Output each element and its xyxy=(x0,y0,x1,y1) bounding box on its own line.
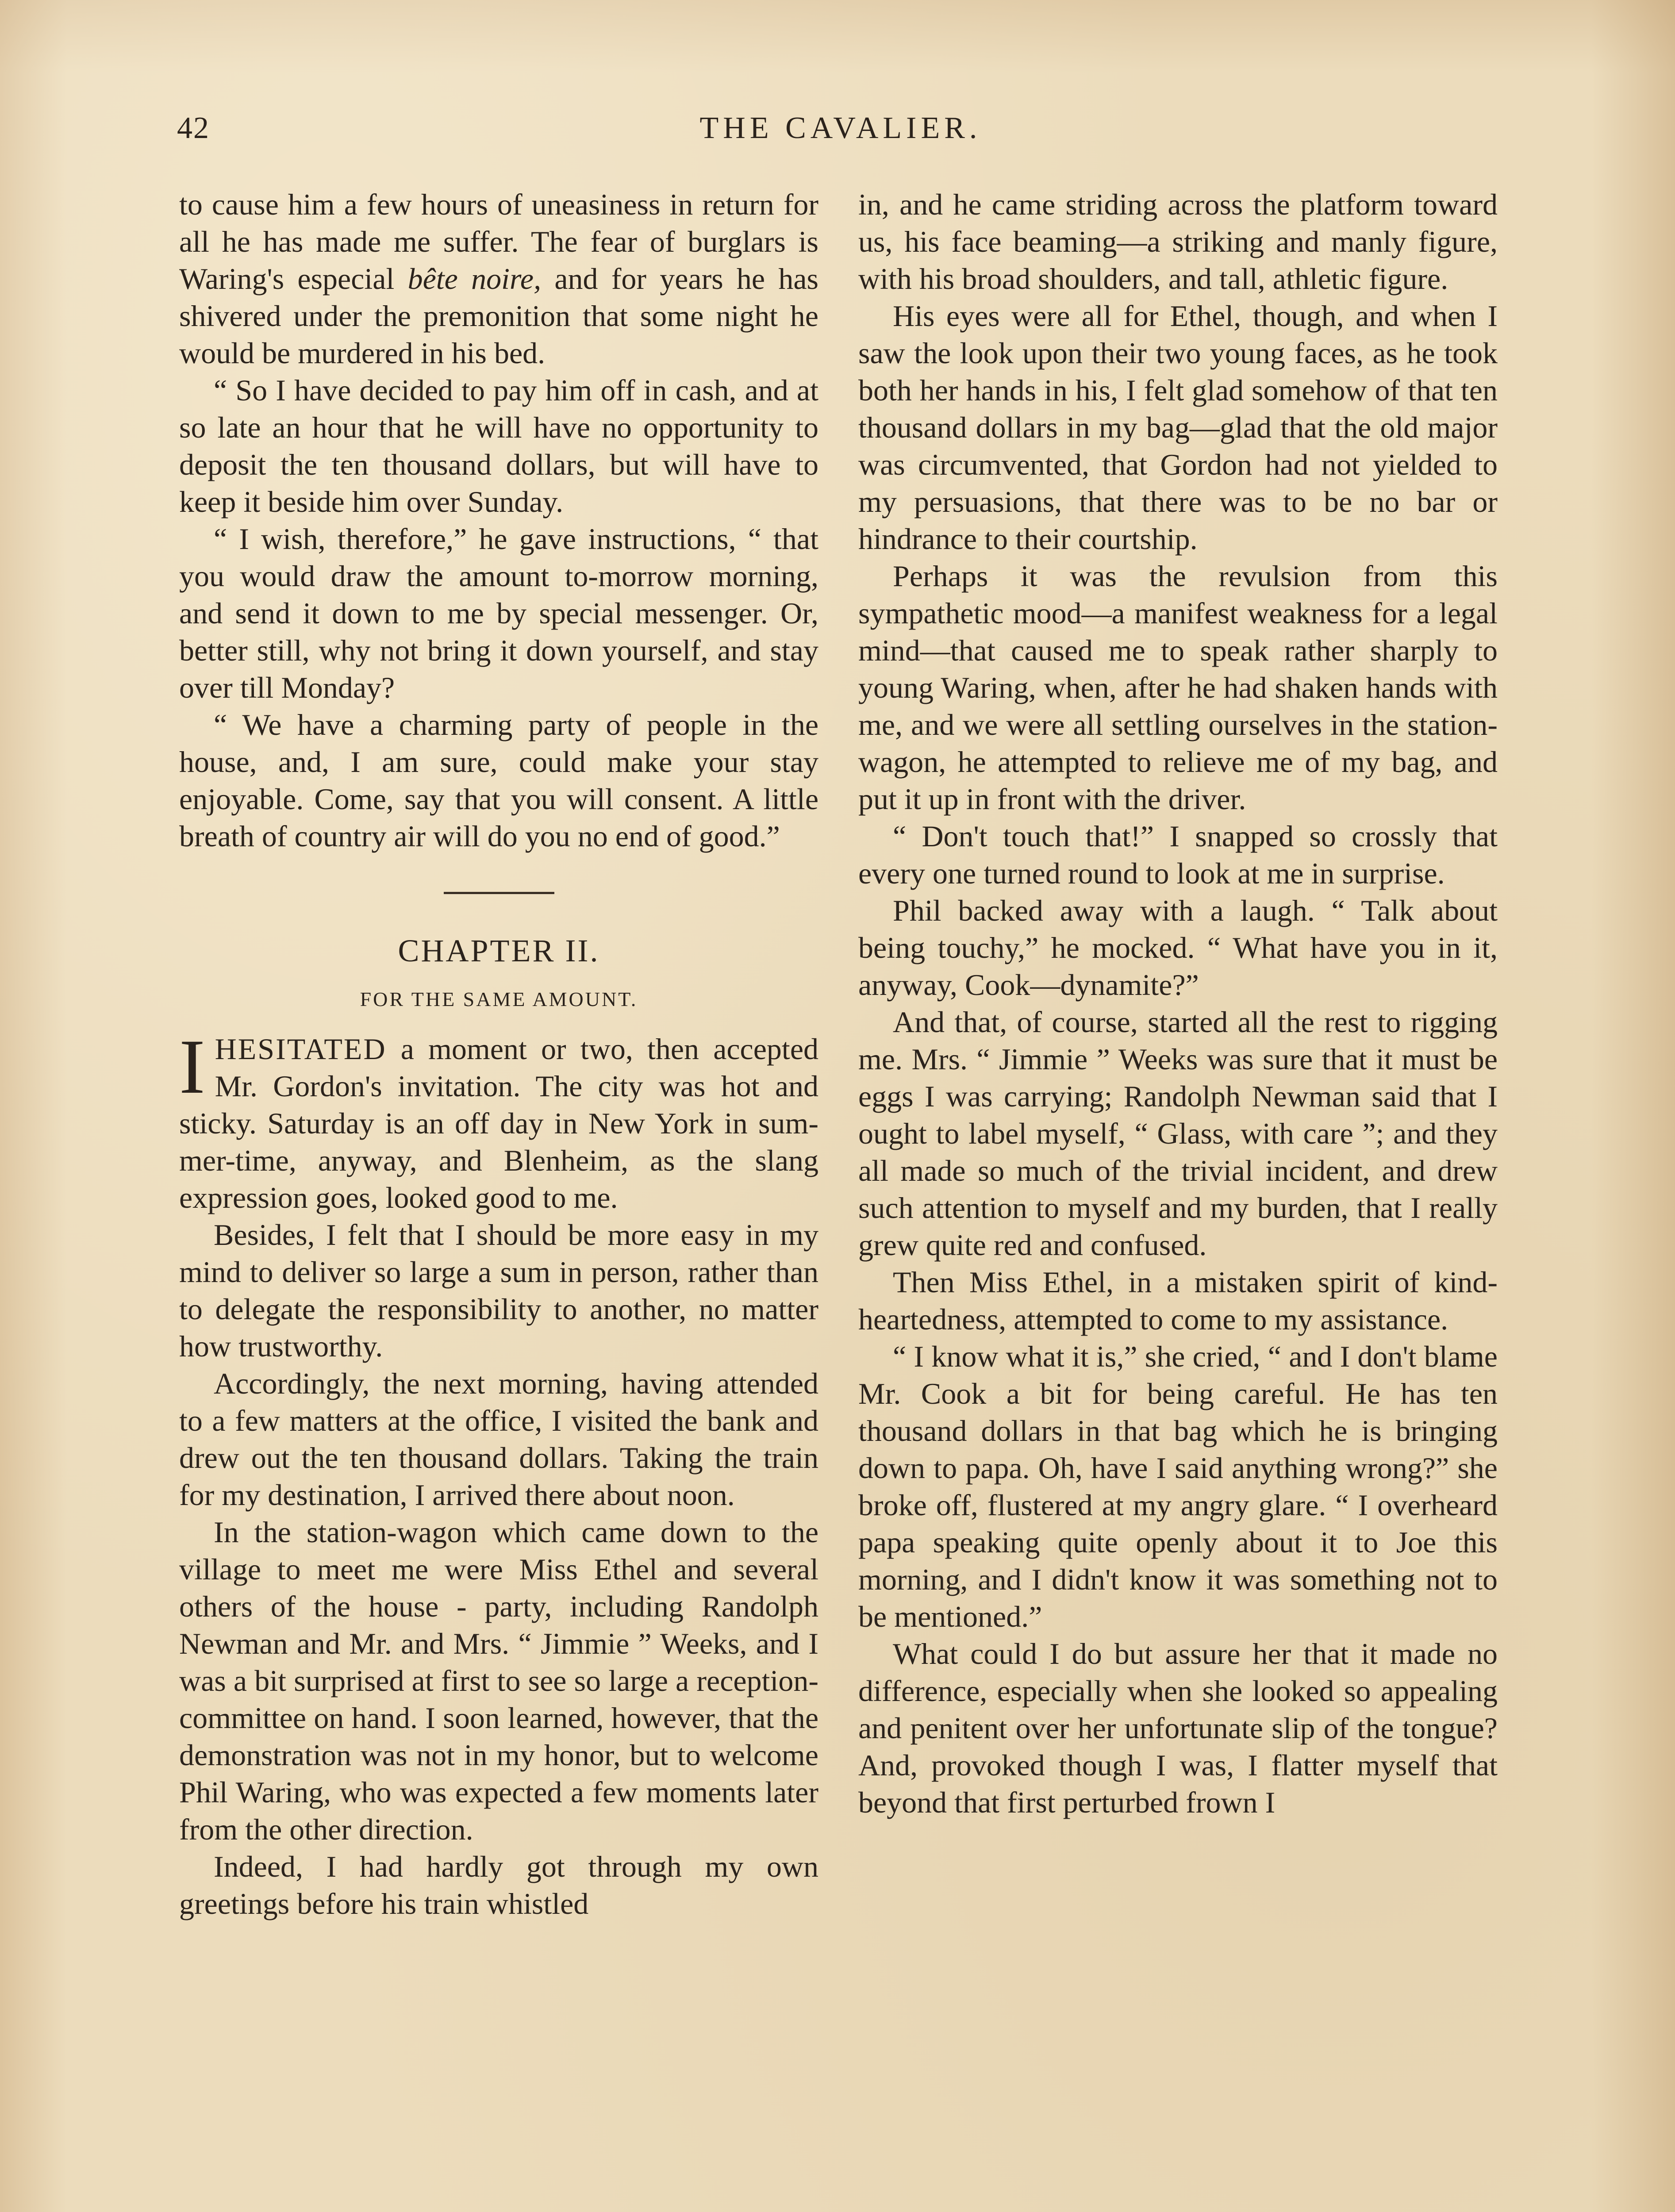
paragraph: Accordingly, the next morning, having attended to a few matters at the office, I visited the bank and drew out the ten thousand dollars. Taking the train for my destination, I arrived there about noon. xyxy=(179,1367,818,1512)
paragraph: to cause him a few hours of uneasiness in return for all he has made me suffer. The fear of burglars is Waring's especial bête noire, and for years he has shivered under the premonition that some night he would be murdered in his bed. xyxy=(179,188,818,370)
chapter-subtitle: FOR THE SAME AMOUNT. xyxy=(360,988,638,1010)
running-title: THE CAVALIER. xyxy=(699,111,982,145)
paragraph: Phil backed away with a laugh. “ Talk about being touchy,” he mocked. “ What have you in it, anyway, Cook—dynamite?” xyxy=(858,894,1498,1002)
page-header xyxy=(177,111,1504,159)
page-number: 42 xyxy=(177,111,210,145)
section-divider xyxy=(444,892,554,894)
paragraph: What could I do but assure her that it made no difference, especially when she looked so appealing and penitent over her unfortunate slip of the tongue? And, provoked though I was, I flatter myself that beyond that first perturbed frown I xyxy=(858,1637,1498,1819)
paragraph: “ I know what it is,” she cried, “ and I don't blame Mr. Cook a bit for being careful. He has ten thousand dollars in that bag which he is bringing down to papa. Oh, have I said anything wrong?” she broke off, flustered at my angry glare. “ I overheard papa speaking quite openly about it to Joe this morning, and I didn't know it was something not to be mentioned.” xyxy=(858,1340,1498,1633)
paragraph: “ Don't touch that!” I snapped so crossly that every one turned round to look at me in surprise. xyxy=(858,819,1498,890)
paragraph: “ We have a charming party of people in the house, and, I am sure, could make your stay enjoyable. Come, say that you will consent. A little breath of country air will do you no end of good.” xyxy=(179,708,818,853)
paragraph: Besides, I felt that I should be more easy in my mind to deliver so large a sum in person, rather than to delegate the responsibility to another, no matter how trustworthy. xyxy=(179,1218,818,1363)
paragraph: in, and he came striding across the platform toward us, his face beaming—a striking and manly figure, with his broad shoulders, and tall, athletic figure. xyxy=(858,188,1498,296)
left-column xyxy=(179,186,818,1922)
paragraph: His eyes were all for Ethel, though, and when I saw the look upon their two young faces, as he took both her hands in his, I felt glad somehow of that ten thousand dollars in my bag—glad that the old major was circumvented, that Gordon had not yielded to my persuasions, that there was to be no bar or hindrance to their courtship. xyxy=(858,299,1498,556)
italic-phrase: bête noire, xyxy=(407,262,542,296)
paragraph: Perhaps it was the revulsion from this sympathetic mood—a manifest weakness for a legal mind—that caused me to speak rather sharply to young Waring, when, after he had shaken hands with me, and we were all settling ourselves in the station-wagon, he attempted to relieve me of my bag, and put it up in front with the driver. xyxy=(858,559,1498,816)
paragraph: In the station-wagon which came down to the village to meet me were Miss Ethel and several others of the house - party, including Randolph Newman and Mr. and Mrs. “ Jimmie ” Weeks, and I was a bit surprised at first to see so large a reception-committee on hand. I soon learned, however, that the demonstration was not in my honor, but to welcome Phil Waring, who was expected a few moments later from the other direction. xyxy=(179,1515,818,1846)
paragraph: “ So I have decided to pay him off in cash, and at so late an hour that he will have no opportunity to deposit the ten thousand dollars, but will have to keep it beside him over Sunday. xyxy=(179,373,818,518)
paragraph: Then Miss Ethel, in a mistaken spirit of kind-heartedness, attempted to come to my assistance. xyxy=(858,1265,1498,1336)
opening-paragraph: IHESITATED a moment or two, then accepted Mr. Gordon's invitation. The city was hot and sticky. Saturday is an off day in New York in summer-time, anyway, and Blenheim, as the slang expression goes, looked good to me. xyxy=(179,1024,818,1214)
paragraph: Indeed, I had hardly got through my own greetings before his train whistled xyxy=(179,1850,818,1920)
paragraph: And that, of course, started all the rest to rigging me. Mrs. “ Jimmie ” Weeks was sure that it must be eggs I was carrying; Randolph Newman said that I ought to label myself, “ Glass, with care ”; and they all made so much of the trivial incident, and drew such attention to myself and my burden, that I really grew quite red and confused. xyxy=(858,1005,1498,1262)
paragraph: “ I wish, therefore,” he gave instructions, “ that you would draw the amount to-morrow morning, and send it down to me by special messenger. Or, better still, why not bring it down yourself, and stay over till Monday? xyxy=(179,522,818,704)
chapter-heading: CHAPTER II. xyxy=(398,933,600,968)
right-column xyxy=(858,186,1498,1821)
drop-cap: I xyxy=(179,1024,205,1110)
